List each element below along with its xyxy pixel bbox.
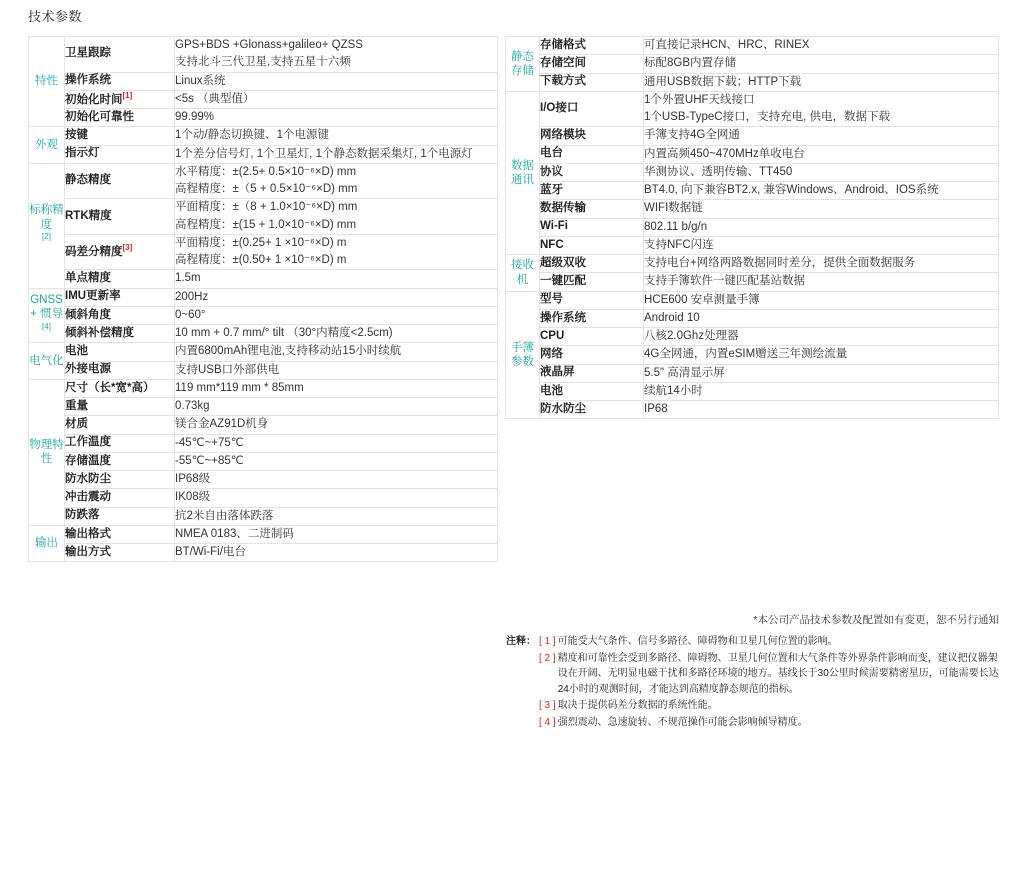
table-row [29, 398, 498, 416]
footnotes-label [505, 651, 539, 698]
table-row [29, 199, 498, 235]
spec-value: 可直接记录HCN、HRC、RINEX [644, 37, 999, 55]
spec-key: Wi-Fi [540, 218, 644, 236]
spec-value: Linux系统 [175, 72, 498, 90]
table-row [29, 306, 498, 324]
spec-key: 卫星跟踪 [65, 37, 175, 73]
spec-key: 网络 [540, 346, 644, 364]
table-row [506, 401, 999, 419]
spec-key: 初始化可靠性 [65, 109, 175, 127]
spec-value: 5.5" 高清显示屏 [644, 364, 999, 382]
table-row [29, 90, 498, 108]
spec-group-label: 特性 [29, 37, 65, 127]
spec-group-label: 手簿参数 [506, 291, 540, 419]
spec-key: 防水防尘 [540, 401, 644, 419]
spec-value: HCE600 安卓测量手簿 [644, 291, 999, 309]
spec-key: 防水防尘 [65, 471, 175, 489]
spec-key: 一键匹配 [540, 273, 644, 291]
footnotes-label [505, 715, 539, 731]
spec-key: 下载方式 [540, 73, 644, 91]
table-row [29, 489, 498, 507]
spec-value: IP68级 [175, 471, 498, 489]
spec-value: 1个动/静态切换键、1个电源键 [175, 127, 498, 145]
spec-key: RTK精度 [65, 199, 175, 235]
table-row [506, 127, 999, 145]
spec-key: IMU更新率 [65, 288, 175, 306]
table-row [506, 182, 999, 200]
spec-value: 通用USB数据下载；HTTP下载 [644, 73, 999, 91]
footnote-text: 可能受大气条件、信号多路径、障碍物和卫星几何位置的影响。 [557, 636, 838, 647]
spec-value: 802.11 b/g/n [644, 218, 999, 236]
spec-value: 标配8GB内置存储 [644, 55, 999, 73]
disclaimer-note: *本公司产品技术参数及配置如有变更，恕不另行通知 [753, 614, 999, 626]
table-row [506, 145, 999, 163]
table-row [29, 325, 498, 343]
table-row [506, 73, 999, 91]
spec-value: NMEA 0183、二进制码 [175, 525, 498, 543]
spec-value: 支持NFC闪连 [644, 236, 999, 254]
spec-value: WIFI数据链 [644, 200, 999, 218]
spec-key: 操作系统 [65, 72, 175, 90]
spec-value: BT/Wi-Fi/电台 [175, 544, 498, 562]
table-row [29, 234, 498, 270]
spec-key: 静态精度 [65, 163, 175, 199]
spec-key: 数据传输 [540, 200, 644, 218]
spec-value: 平面精度：±(0.25+ 1 ×10⁻⁶×D) m 高程精度：±(0.50+ 1 ×10⁻⁶×D) m [175, 234, 498, 270]
table-row [506, 346, 999, 364]
spec-value: 4G全网通，内置eSIM赠送三年测绘流量 [644, 346, 999, 364]
right-spec-table [505, 36, 999, 419]
spec-value: Android 10 [644, 309, 999, 327]
footnote-text: 取决于提供码差分数据的系统性能。 [557, 700, 718, 711]
spec-key: 冲击震动 [65, 489, 175, 507]
table-row [29, 145, 498, 163]
table-row [29, 288, 498, 306]
spec-value: GPS+BDS +Glonass+galileo+ QZSS 支持北斗三代卫星,支持五星十六频 [175, 37, 498, 73]
left-spec-column [28, 36, 498, 562]
spec-key: 指示灯 [65, 145, 175, 163]
spec-value: 99.99% [175, 109, 498, 127]
spec-key: 网络模块 [540, 127, 644, 145]
spec-value: BT4.0, 向下兼容BT2.x, 兼容Windows、Android、IOS系统 [644, 182, 999, 200]
table-row [506, 200, 999, 218]
spec-key: 电池 [540, 382, 644, 400]
table-row [29, 471, 498, 489]
table-row [506, 255, 999, 273]
spec-value: IK08级 [175, 489, 498, 507]
table-row [506, 291, 999, 309]
spec-group-label: 电气化 [29, 343, 65, 380]
spec-group-label: GNSS + 惯导 [4] [29, 288, 65, 343]
spec-value: 华测协议、透明传输、TT450 [644, 163, 999, 181]
spec-key: NFC [540, 236, 644, 254]
spec-group-label: 数据通讯 [506, 91, 540, 254]
spec-key: 材质 [65, 416, 175, 434]
spec-key: 电台 [540, 145, 644, 163]
footnote-item [505, 634, 999, 650]
footnote-item [505, 715, 999, 731]
spec-key: 蓝牙 [540, 182, 644, 200]
spec-value: 0~60° [175, 306, 498, 324]
spec-key: 码差分精度[3] [65, 234, 175, 270]
footnotes-label [505, 698, 539, 714]
spec-key: 防跌落 [65, 507, 175, 525]
table-row [506, 163, 999, 181]
right-spec-column [505, 36, 999, 419]
spec-value: 10 mm + 0.7 mm/° tilt （30°内精度<2.5cm) [175, 325, 498, 343]
spec-value: -45℃~+75℃ [175, 434, 498, 452]
spec-key: 输出格式 [65, 525, 175, 543]
table-row [29, 416, 498, 434]
spec-key: 存储温度 [65, 452, 175, 470]
spec-key: 液晶屏 [540, 364, 644, 382]
table-row [29, 361, 498, 379]
spec-group-label: 外观 [29, 127, 65, 164]
table-row [29, 525, 498, 543]
table-row [29, 127, 498, 145]
spec-value: 200Hz [175, 288, 498, 306]
table-row [506, 364, 999, 382]
spec-value: 支持手簿软件一键匹配基站数据 [644, 273, 999, 291]
spec-value: 内置高频450~470MHz单收电台 [644, 145, 999, 163]
spec-value: 0.73kg [175, 398, 498, 416]
table-row [506, 328, 999, 346]
table-row [29, 343, 498, 361]
spec-key: 型号 [540, 291, 644, 309]
table-row [29, 163, 498, 199]
spec-value: 镁合金AZ91D机身 [175, 416, 498, 434]
footnote-number: [ 4 ] [539, 716, 556, 728]
spec-key: 尺寸（长*宽*高） [65, 379, 175, 397]
spec-group-label: 物理特性 [29, 379, 65, 525]
table-row [29, 37, 498, 73]
spec-value: 119 mm*119 mm * 85mm [175, 379, 498, 397]
footnotes-block [505, 634, 999, 731]
table-row [506, 218, 999, 236]
spec-key: 按键 [65, 127, 175, 145]
spec-key: 单点精度 [65, 270, 175, 288]
footnote-item [505, 698, 999, 714]
footnote-text: 强烈震动、急速旋转、不规范操作可能会影响倾导精度。 [557, 716, 808, 728]
spec-value: 八核2.0Ghz处理器 [644, 328, 999, 346]
table-row [506, 37, 999, 55]
spec-key: 协议 [540, 163, 644, 181]
table-row [506, 91, 999, 127]
footnote-number: [ 3 ] [539, 700, 556, 711]
table-row [29, 452, 498, 470]
table-row [506, 273, 999, 291]
spec-key: 超级双收 [540, 255, 644, 273]
page-title: 技术参数 [28, 9, 83, 24]
footnote-number: [ 1 ] [539, 636, 556, 647]
spec-value: 支持USB口外部供电 [175, 361, 498, 379]
spec-key: 倾斜补偿精度 [65, 325, 175, 343]
table-row [29, 507, 498, 525]
footnote-number: [ 2 ] [539, 652, 556, 664]
table-row [506, 382, 999, 400]
spec-group-label: 静态存储 [506, 37, 540, 92]
table-row [29, 544, 498, 562]
spec-value: IP68 [644, 401, 999, 419]
table-row [29, 72, 498, 90]
table-row [29, 270, 498, 288]
spec-value: 手簿支持4G全网通 [644, 127, 999, 145]
spec-value: 续航14小时 [644, 382, 999, 400]
footnote-item [505, 651, 999, 698]
spec-key: I/O接口 [540, 91, 644, 127]
table-row [29, 379, 498, 397]
spec-key: 电池 [65, 343, 175, 361]
footnotes-label: 注释： [506, 636, 536, 647]
left-spec-table [28, 36, 498, 562]
spec-key: 输出方式 [65, 544, 175, 562]
spec-value: 内置6800mAh锂电池,支持移动站15小时续航 [175, 343, 498, 361]
spec-value: 1个外置UHF天线接口 1个USB-TypeC接口，支持充电, 供电，数据下载 [644, 91, 999, 127]
spec-value: 1.5m [175, 270, 498, 288]
spec-value: -55℃~+85℃ [175, 452, 498, 470]
spec-key: 初始化时间[1] [65, 90, 175, 108]
spec-value: 平面精度：±（8 + 1.0×10⁻⁶×D) mm 高程精度：±(15 + 1.0×10⁻⁶×D) mm [175, 199, 498, 235]
table-row [506, 236, 999, 254]
spec-value: 水平精度：±(2.5+ 0.5×10⁻⁶×D) mm 高程精度：±（5 + 0.5×10⁻⁶×D) mm [175, 163, 498, 199]
spec-key: CPU [540, 328, 644, 346]
spec-key: 操作系统 [540, 309, 644, 327]
spec-value: <5s （典型值） [175, 90, 498, 108]
spec-key: 存储格式 [540, 37, 644, 55]
spec-group-label: 输出 [29, 525, 65, 562]
spec-group-label: 接收机 [506, 255, 540, 292]
spec-key: 工作温度 [65, 434, 175, 452]
spec-group-label: 标称精度 [2] [29, 163, 65, 288]
spec-value: 抗2米自由落体跌落 [175, 507, 498, 525]
spec-value: 支持电台+网络两路数据同时差分，提供全面数据服务 [644, 255, 999, 273]
spec-key: 重量 [65, 398, 175, 416]
footnote-text: 精度和可靠性会受到多路径、障碍物、卫星几何位置和大气条件等外界条件影响而变，建议把仪器架设在开阔、无明显电磁干扰和多路径环境的地方。基线长于30公里时候需要精密星历，可能需要长达24小时的观测时间，才能达到高精度静态规范的指标。 [557, 652, 999, 695]
table-row [506, 309, 999, 327]
spec-value: 1个差分信号灯, 1个卫星灯, 1个静态数据采集灯, 1个电源灯 [175, 145, 498, 163]
table-row [29, 109, 498, 127]
spec-key: 存储空间 [540, 55, 644, 73]
spec-key: 倾斜角度 [65, 306, 175, 324]
table-row [506, 55, 999, 73]
table-row [29, 434, 498, 452]
spec-key: 外接电源 [65, 361, 175, 379]
